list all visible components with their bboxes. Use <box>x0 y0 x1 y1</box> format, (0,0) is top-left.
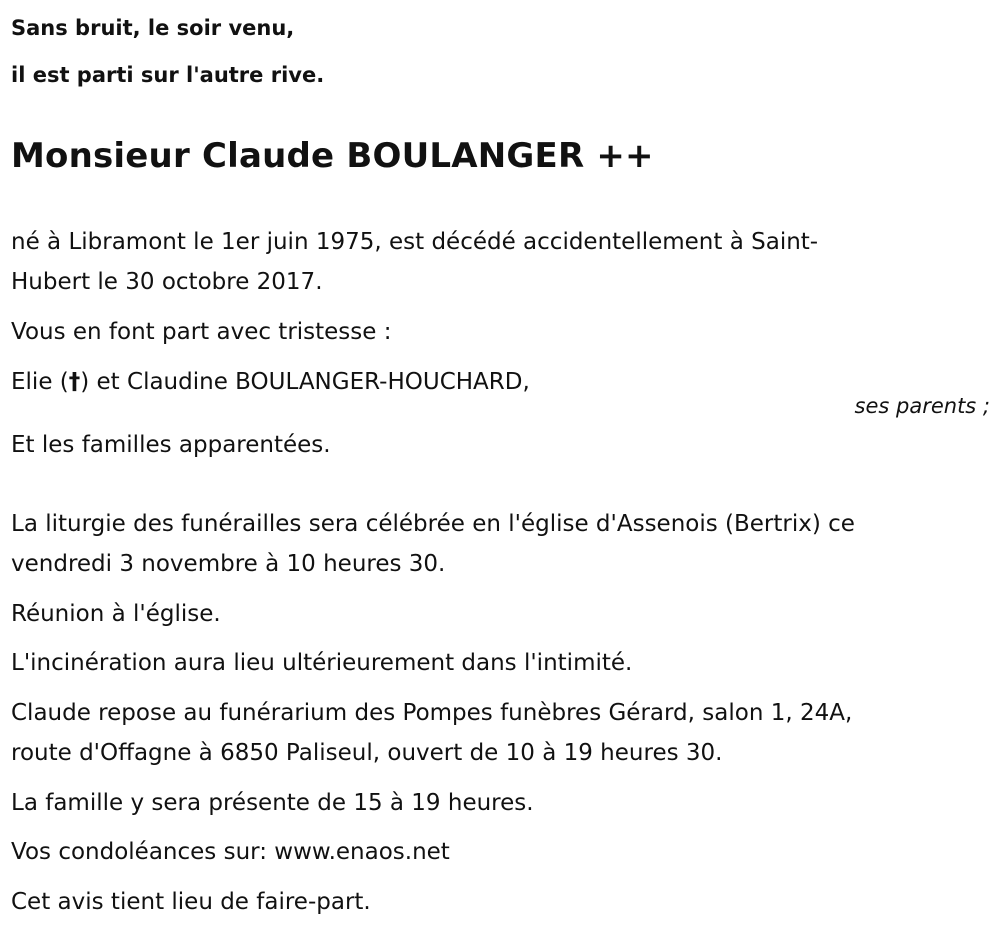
rest-line-1: Claude repose au funérarium des Pompes funèbres Gérard, salon 1, 24A, <box>11 700 853 726</box>
parents-role: ses parents ; <box>854 394 990 418</box>
epigraph-line-2: il est parti sur l'autre rive. <box>11 63 325 87</box>
announcement-text: Vous en font part avec tristesse : <box>11 319 392 345</box>
deceased-name: Monsieur Claude BOULANGER ++ <box>11 136 654 176</box>
condolences-text: Vos condoléances sur: www.enaos.net <box>11 839 450 865</box>
relatives-text: Et les familles apparentées. <box>11 432 331 458</box>
cross-icon: † <box>68 369 81 395</box>
meeting-text: Réunion à l'église. <box>11 601 221 627</box>
family-presence-text: La famille y sera présente de 15 à 19 heures. <box>11 790 534 816</box>
parents-prefix: Elie ( <box>11 369 69 395</box>
notice-text: Cet avis tient lieu de faire-part. <box>11 889 371 915</box>
birth-death-line-1: né à Libramont le 1er juin 1975, est décédé accidentellement à Saint- <box>11 229 819 255</box>
epigraph-line-1: Sans bruit, le soir venu, <box>11 16 295 40</box>
rest-line-2: route d'Offagne à 6850 Paliseul, ouvert de 10 à 19 heures 30. <box>11 740 723 766</box>
parents-line <box>11 362 530 402</box>
liturgy-line-1: La liturgie des funérailles sera célébrée en l'église d'Assenois (Bertrix) ce <box>11 511 855 537</box>
birth-death-line-2: Hubert le 30 octobre 2017. <box>11 269 323 295</box>
liturgy-line-2: vendredi 3 novembre à 10 heures 30. <box>11 551 446 577</box>
cremation-text: L'incinération aura lieu ultérieurement dans l'intimité. <box>11 650 633 676</box>
parents-suffix: ) et Claudine BOULANGER-HOUCHARD, <box>80 369 530 395</box>
